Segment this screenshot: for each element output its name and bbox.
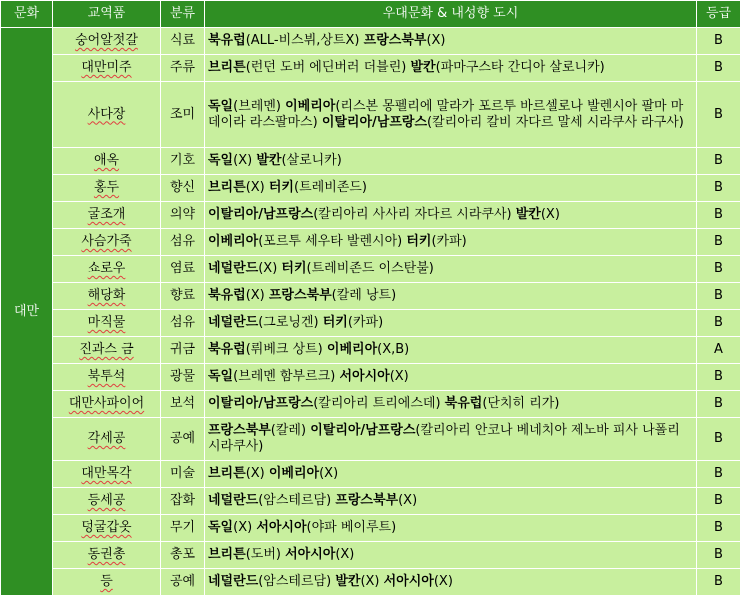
- culture-region-name: 터키: [322, 315, 348, 330]
- table-row: [1, 229, 741, 256]
- city-list: (포르투 세우타 발렌시아): [258, 234, 407, 249]
- culture-region-name: 독일: [208, 98, 234, 114]
- item-name-cell: [53, 391, 161, 418]
- grade-cell: B: [697, 364, 741, 391]
- preferred-cities-cell: [205, 337, 697, 364]
- category-cell: 총포: [161, 542, 205, 569]
- table-row: [1, 310, 741, 337]
- culture-region-name: 북유럽: [208, 342, 246, 357]
- city-list: (살로니카): [281, 153, 342, 168]
- city-list: (X): [319, 466, 339, 481]
- item-name: 쇼로우: [87, 261, 126, 276]
- grade-cell: B: [697, 202, 741, 229]
- item-name-cell: [53, 28, 161, 55]
- table-row: [1, 175, 741, 202]
- table-row: [1, 418, 741, 461]
- city-list: (그로닝겐): [258, 315, 323, 330]
- city-list: (칼레 낭트): [331, 288, 397, 303]
- city-list: (트레비존드): [294, 180, 367, 195]
- culture-region-name: 발칸: [335, 574, 361, 589]
- table-row: [1, 82, 741, 148]
- item-name-cell: [53, 175, 161, 202]
- item-name-cell: [53, 364, 161, 391]
- culture-region-name: 서아시아: [256, 520, 307, 535]
- grade-cell: B: [697, 391, 741, 418]
- culture-region-name: 이베리아: [285, 98, 336, 114]
- city-list: (뤼베크 상트): [245, 342, 327, 357]
- city-list: (칼레): [270, 423, 311, 438]
- grade-cell: B: [697, 283, 741, 310]
- preferred-cities-cell: [205, 488, 697, 515]
- grade-cell: B: [697, 488, 741, 515]
- city-list: (X): [426, 33, 446, 48]
- city-list: (X): [389, 369, 409, 384]
- item-name: 숭어알젓갈: [75, 33, 138, 48]
- city-list: (X): [245, 288, 269, 303]
- preferred-cities-cell: [205, 148, 697, 175]
- category-cell: 광물: [161, 364, 205, 391]
- grade-cell: B: [697, 461, 741, 488]
- item-name-cell: [53, 148, 161, 175]
- item-name: 대만사파이어: [68, 396, 145, 411]
- item-name: 진과스 금: [79, 342, 134, 357]
- preferred-cities-cell: [205, 28, 697, 55]
- category-cell: 주류: [161, 55, 205, 82]
- grade-cell: B: [697, 229, 741, 256]
- city-list: (런던 도버 에딘버러 더블린): [245, 60, 411, 75]
- table-row: [1, 488, 741, 515]
- item-name: 사슴가죽: [81, 234, 132, 249]
- header-item: 교역품: [53, 1, 161, 28]
- item-name: 애옥: [93, 153, 120, 168]
- culture-region-name: 이베리아: [208, 234, 259, 249]
- item-name: 사다장: [87, 106, 126, 122]
- item-name-cell: [53, 229, 161, 256]
- table-row: [1, 256, 741, 283]
- item-name-cell: [53, 542, 161, 569]
- preferred-cities-cell: [205, 229, 697, 256]
- culture-region-name: 터키: [268, 180, 294, 195]
- preferred-cities-cell: [205, 569, 697, 596]
- preferred-cities-cell: [205, 55, 697, 82]
- grade-cell: B: [697, 82, 741, 148]
- culture-region-name: 프랑스북부: [268, 288, 332, 303]
- culture-region-name: 독일: [208, 153, 234, 168]
- item-name: 홍두: [93, 180, 120, 195]
- culture-region-name: 브리튼: [208, 180, 246, 195]
- city-list: (X): [245, 466, 269, 481]
- header-culture: 문화: [1, 1, 53, 28]
- city-list: (암스테르담): [258, 574, 336, 589]
- culture-region-name: 네덜란드: [208, 493, 259, 508]
- city-list: (브레멘 함부르크): [233, 369, 340, 384]
- preferred-cities-cell: [205, 202, 697, 229]
- city-list: (리스본 몽펠리에 말라가 포르투 바르셀로나 발렌시아 팔마 마데이라 라스팔마스): [208, 98, 684, 130]
- preferred-cities-cell: [205, 515, 697, 542]
- culture-region-name: 발칸: [256, 153, 282, 168]
- culture-region-name: 브리튼: [208, 466, 246, 481]
- item-name: 등: [100, 574, 113, 589]
- city-list: (X): [233, 153, 257, 168]
- item-name-cell: [53, 202, 161, 229]
- item-name-cell: [53, 283, 161, 310]
- preferred-cities-cell: [205, 310, 697, 337]
- item-name-cell: [53, 488, 161, 515]
- table-body: [1, 28, 741, 596]
- grade-cell: B: [697, 515, 741, 542]
- preferred-cities-cell: [205, 364, 697, 391]
- culture-region-name: 프랑스북부: [335, 493, 399, 508]
- item-name: 각세공: [87, 431, 126, 446]
- culture-region-name: 서아시아: [383, 574, 434, 589]
- city-list: (칼리아리 트리에스데): [313, 396, 445, 411]
- culture-region-name: 이탈리아/남프랑스: [321, 114, 428, 130]
- grade-cell: B: [697, 175, 741, 202]
- grade-cell: B: [697, 542, 741, 569]
- table-row: [1, 364, 741, 391]
- culture-region-name: 북유럽: [208, 33, 246, 48]
- header-category: 분류: [161, 1, 205, 28]
- culture-region-name: 터키: [406, 234, 432, 249]
- item-name-cell: [53, 418, 161, 461]
- city-list: (단치히 리가): [482, 396, 560, 411]
- item-name-cell: [53, 337, 161, 364]
- grade-cell: A: [697, 337, 741, 364]
- culture-region-name: 이베리아: [326, 342, 378, 357]
- culture-region-name: 브리튼: [208, 547, 246, 562]
- city-list: (X): [233, 520, 257, 535]
- culture-region-name: 네덜란드: [208, 261, 259, 276]
- culture-region-name: 이탈리아/남프랑스: [310, 423, 416, 438]
- item-name-cell: [53, 569, 161, 596]
- preferred-cities-cell: [205, 418, 697, 461]
- preferred-cities-cell: [205, 175, 697, 202]
- item-name: 등세공: [87, 493, 126, 508]
- grade-cell: B: [697, 148, 741, 175]
- category-cell: 잡화: [161, 488, 205, 515]
- item-name-cell: [53, 310, 161, 337]
- city-list: (X): [335, 547, 355, 562]
- table-row: [1, 202, 741, 229]
- culture-region-name: 프랑스북부: [363, 33, 427, 48]
- city-list: (ALL-비스뷔,상트X): [245, 33, 364, 48]
- table-row: [1, 55, 741, 82]
- city-list: (X): [398, 493, 418, 508]
- item-name-cell: [53, 82, 161, 148]
- item-name-cell: [53, 515, 161, 542]
- header-row: [1, 1, 741, 28]
- culture-region-name: 네덜란드: [208, 315, 259, 330]
- culture-region-name: 터키: [281, 261, 307, 276]
- culture-region-name: 북유럽: [208, 288, 246, 303]
- city-list: (파마구스타 간디아 살로니카): [435, 60, 605, 75]
- table-row: [1, 515, 741, 542]
- grade-cell: B: [697, 418, 741, 461]
- culture-region-name: 북유럽: [444, 396, 483, 411]
- header-grade: 등급: [697, 1, 741, 28]
- category-cell: 귀금: [161, 337, 205, 364]
- category-cell: 향신: [161, 175, 205, 202]
- item-name-cell: [53, 55, 161, 82]
- header-preferred-cities: 우대문화 & 내성향 도시: [205, 1, 697, 28]
- category-cell: 공예: [161, 569, 205, 596]
- item-name: 해당화: [87, 288, 126, 303]
- city-list: (도버): [245, 547, 286, 562]
- preferred-cities-cell: [205, 256, 697, 283]
- city-list: (트레비존드 이스탄불): [306, 261, 434, 276]
- culture-region-name: 이탈리아/남프랑스: [208, 207, 314, 222]
- city-list: (X): [245, 180, 269, 195]
- preferred-cities-cell: [205, 82, 697, 148]
- category-cell: 기호: [161, 148, 205, 175]
- table-row: [1, 148, 741, 175]
- table-row: [1, 337, 741, 364]
- category-cell: 섬유: [161, 310, 205, 337]
- table-row: [1, 391, 741, 418]
- grade-cell: B: [697, 28, 741, 55]
- culture-region-name: 서아시아: [339, 369, 390, 384]
- table-row: [1, 461, 741, 488]
- city-list: (X): [540, 207, 560, 222]
- category-cell: 의약: [161, 202, 205, 229]
- culture-region-name: 브리튼: [208, 60, 246, 75]
- category-cell: 보석: [161, 391, 205, 418]
- city-list: (카파): [431, 234, 467, 249]
- city-list: (X): [258, 261, 282, 276]
- category-cell: 무기: [161, 515, 205, 542]
- category-cell: 섬유: [161, 229, 205, 256]
- region-cell: 대만: [1, 28, 53, 596]
- category-cell: 식료: [161, 28, 205, 55]
- item-name-cell: [53, 256, 161, 283]
- table-row: [1, 569, 741, 596]
- city-list: (X,B): [377, 342, 410, 357]
- category-cell: 미술: [161, 461, 205, 488]
- culture-region-name: 이탈리아/남프랑스: [208, 396, 314, 411]
- item-name: 동권총: [87, 547, 126, 562]
- culture-region-name: 독일: [208, 369, 234, 384]
- city-list: (카파): [347, 315, 384, 330]
- item-name: 덩굴갑옷: [81, 520, 132, 535]
- culture-region-name: 프랑스북부: [208, 423, 271, 438]
- grade-cell: B: [697, 310, 741, 337]
- city-list: (칼리아리 칼비 자다르 말세 시라쿠사 라구사): [427, 114, 684, 130]
- grade-cell: B: [697, 256, 741, 283]
- preferred-cities-cell: [205, 542, 697, 569]
- culture-region-name: 독일: [208, 520, 234, 535]
- preferred-cities-cell: [205, 391, 697, 418]
- preferred-cities-cell: [205, 461, 697, 488]
- city-list: (칼리아리 사사리 자다르 시라쿠사): [313, 207, 516, 222]
- category-cell: 향료: [161, 283, 205, 310]
- city-list: (암스테르담): [258, 493, 336, 508]
- city-list: (칼리아리 안코나 베네치아 제노바 피사 나폴리 시라쿠사): [208, 423, 680, 454]
- city-list: (X): [433, 574, 453, 589]
- category-cell: 조미: [161, 82, 205, 148]
- grade-cell: B: [697, 55, 741, 82]
- item-name: 마직물: [87, 315, 126, 330]
- city-list: (X): [360, 574, 384, 589]
- culture-region-name: 이베리아: [268, 466, 320, 481]
- preferred-cities-cell: [205, 283, 697, 310]
- culture-region-name: 발칸: [410, 60, 436, 75]
- table-row: [1, 283, 741, 310]
- city-list: (브레멘): [233, 98, 286, 114]
- table-row: [1, 542, 741, 569]
- category-cell: 공예: [161, 418, 205, 461]
- table-row: [1, 28, 741, 55]
- city-list: (야파 베이루트): [306, 520, 397, 535]
- culture-region-name: 네덜란드: [208, 574, 259, 589]
- culture-region-name: 발칸: [515, 207, 541, 222]
- grade-cell: B: [697, 569, 741, 596]
- culture-region-name: 서아시아: [285, 547, 336, 562]
- item-name-cell: [53, 461, 161, 488]
- category-cell: 염료: [161, 256, 205, 283]
- item-name: 대만미주: [81, 60, 132, 75]
- item-name: 대만목각: [81, 466, 132, 481]
- item-name: 굴조개: [87, 207, 126, 222]
- item-name: 북투석: [87, 369, 126, 384]
